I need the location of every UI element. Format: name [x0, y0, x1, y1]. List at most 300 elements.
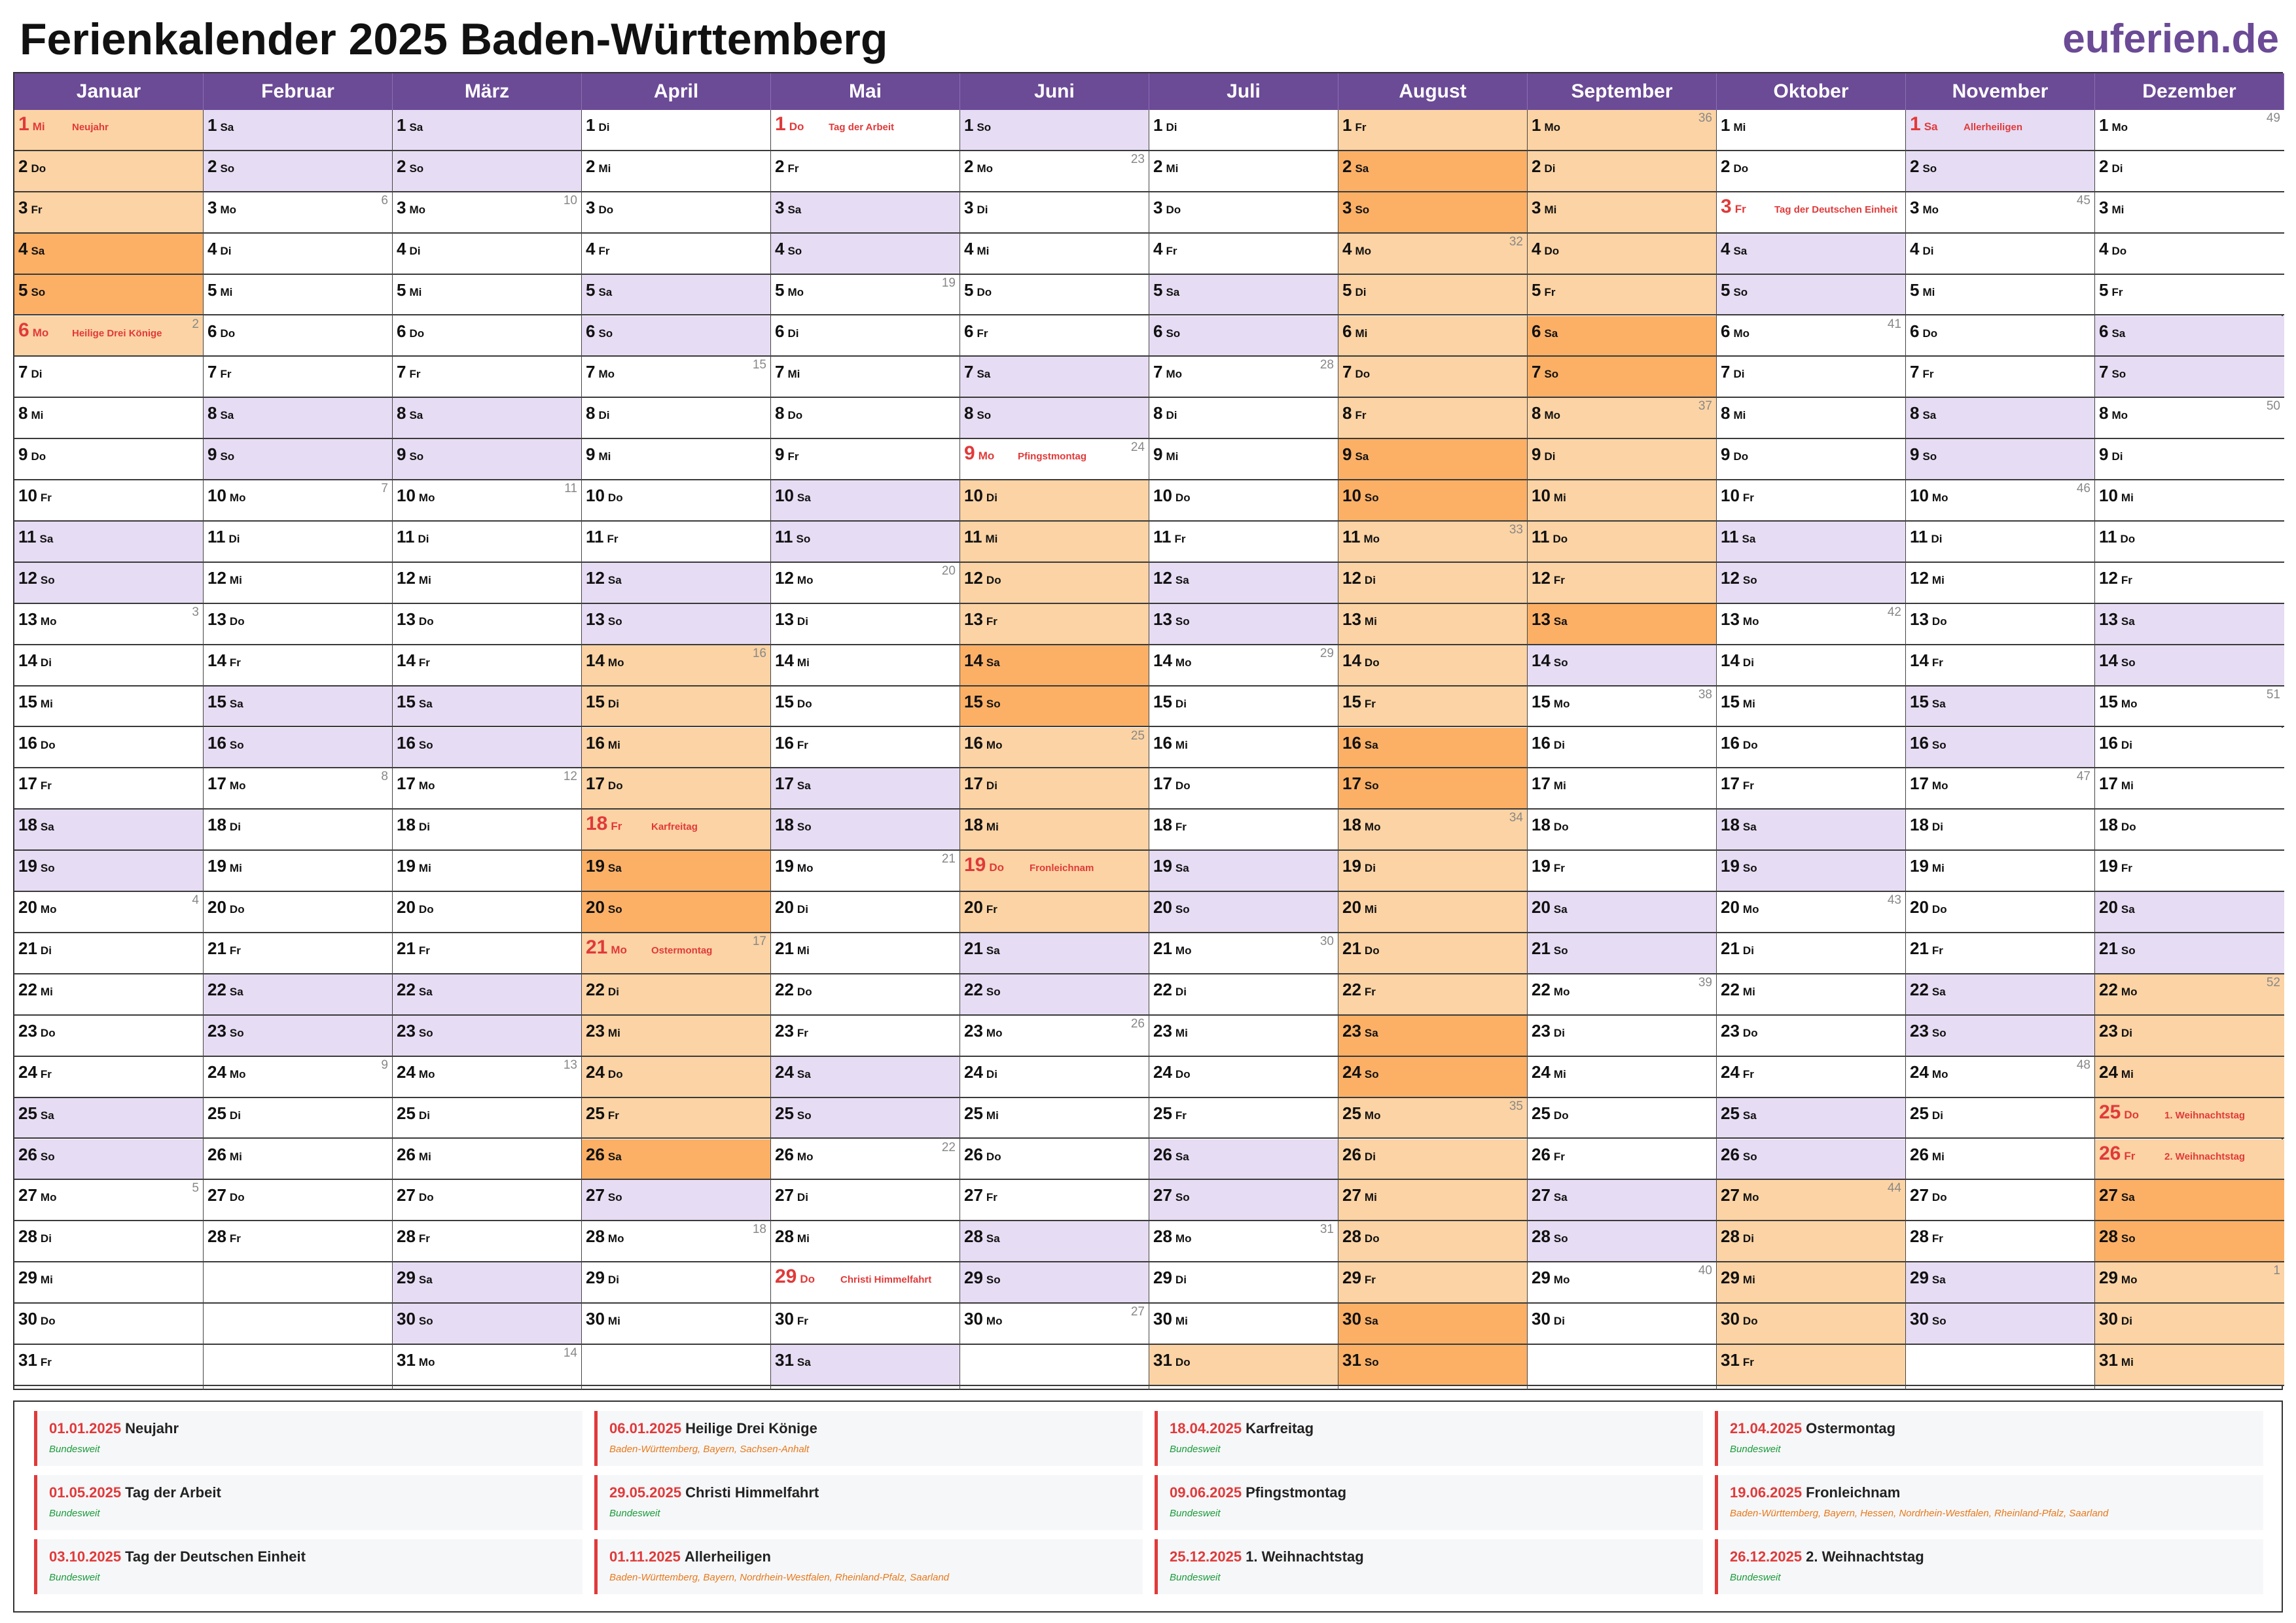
day-cell[interactable]: [960, 933, 1149, 974]
day-cell[interactable]: [960, 1098, 1149, 1139]
day-cell[interactable]: [960, 234, 1149, 275]
day-cell[interactable]: [204, 933, 392, 974]
day-cell[interactable]: [1528, 439, 1716, 480]
day-cell[interactable]: [582, 1016, 770, 1057]
day-cell[interactable]: [2095, 439, 2284, 480]
day-cell[interactable]: [204, 604, 392, 645]
day-cell[interactable]: [1528, 357, 1716, 398]
day-cell[interactable]: [14, 1180, 203, 1221]
day-cell[interactable]: [771, 1098, 960, 1139]
day-cell[interactable]: [582, 687, 770, 728]
day-cell[interactable]: [1906, 974, 2094, 1016]
day-cell[interactable]: [2095, 645, 2284, 687]
day-cell[interactable]: [14, 728, 203, 769]
day-cell[interactable]: [771, 1057, 960, 1098]
day-cell[interactable]: [1717, 1221, 1905, 1262]
day-cell[interactable]: [1338, 1304, 1527, 1345]
day-cell[interactable]: [14, 522, 203, 563]
day-cell[interactable]: [204, 1221, 392, 1262]
day-cell[interactable]: [393, 480, 581, 522]
day-cell[interactable]: [1149, 687, 1338, 728]
day-cell[interactable]: [1149, 1221, 1338, 1262]
day-cell[interactable]: [14, 563, 203, 604]
day-cell[interactable]: [1528, 316, 1716, 357]
day-cell[interactable]: [204, 1139, 392, 1181]
day-cell[interactable]: [1338, 480, 1527, 522]
day-cell[interactable]: [1528, 480, 1716, 522]
day-cell[interactable]: [2095, 275, 2284, 316]
day-cell[interactable]: [1338, 974, 1527, 1016]
day-cell[interactable]: [393, 1304, 581, 1345]
day-cell[interactable]: [582, 974, 770, 1016]
day-cell[interactable]: [14, 1098, 203, 1139]
day-cell[interactable]: [1338, 275, 1527, 316]
day-cell[interactable]: [2095, 1180, 2284, 1221]
day-cell[interactable]: [1528, 933, 1716, 974]
day-cell[interactable]: [14, 810, 203, 851]
day-cell[interactable]: [1717, 192, 1905, 234]
site-logo[interactable]: euferien.de: [2062, 16, 2279, 62]
day-cell[interactable]: [1528, 110, 1716, 151]
day-cell[interactable]: [1906, 851, 2094, 892]
day-cell[interactable]: [393, 810, 581, 851]
day-cell[interactable]: [14, 1262, 203, 1304]
day-cell[interactable]: [2095, 604, 2284, 645]
day-cell[interactable]: [1338, 851, 1527, 892]
day-cell[interactable]: [582, 563, 770, 604]
day-cell[interactable]: [582, 810, 770, 851]
day-cell[interactable]: [1906, 357, 2094, 398]
day-cell[interactable]: [1717, 933, 1905, 974]
day-cell[interactable]: [393, 151, 581, 192]
day-cell[interactable]: [582, 604, 770, 645]
day-cell[interactable]: [1906, 728, 2094, 769]
day-cell[interactable]: [2095, 192, 2284, 234]
day-cell[interactable]: [771, 192, 960, 234]
day-cell[interactable]: [1149, 522, 1338, 563]
day-cell[interactable]: [1149, 439, 1338, 480]
day-cell[interactable]: [1528, 687, 1716, 728]
day-cell[interactable]: [582, 645, 770, 687]
day-cell[interactable]: [1906, 1180, 2094, 1221]
day-cell[interactable]: [393, 357, 581, 398]
day-cell[interactable]: [204, 892, 392, 933]
day-cell[interactable]: [1338, 604, 1527, 645]
day-cell[interactable]: [1717, 851, 1905, 892]
day-cell[interactable]: [2095, 357, 2284, 398]
day-cell[interactable]: [14, 234, 203, 275]
day-cell[interactable]: [14, 110, 203, 151]
day-cell[interactable]: [1338, 151, 1527, 192]
day-cell[interactable]: [204, 522, 392, 563]
day-cell[interactable]: [960, 810, 1149, 851]
day-cell[interactable]: [1906, 151, 2094, 192]
day-cell[interactable]: [1528, 151, 1716, 192]
day-cell[interactable]: [1717, 1139, 1905, 1181]
day-cell[interactable]: [1717, 398, 1905, 439]
day-cell[interactable]: [960, 1304, 1149, 1345]
day-cell[interactable]: [960, 1016, 1149, 1057]
day-cell[interactable]: [1528, 604, 1716, 645]
day-cell[interactable]: [393, 1262, 581, 1304]
day-cell[interactable]: [1338, 1180, 1527, 1221]
day-cell[interactable]: [1149, 192, 1338, 234]
day-cell[interactable]: [2095, 480, 2284, 522]
day-cell[interactable]: [582, 851, 770, 892]
day-cell[interactable]: [1149, 1139, 1338, 1181]
day-cell[interactable]: [1528, 192, 1716, 234]
day-cell[interactable]: [771, 275, 960, 316]
day-cell[interactable]: [1717, 728, 1905, 769]
day-cell[interactable]: [14, 687, 203, 728]
day-cell[interactable]: [204, 192, 392, 234]
day-cell[interactable]: [771, 480, 960, 522]
day-cell[interactable]: [204, 1057, 392, 1098]
day-cell[interactable]: [960, 604, 1149, 645]
day-cell[interactable]: [771, 1345, 960, 1386]
day-cell[interactable]: [1338, 810, 1527, 851]
day-cell[interactable]: [1528, 1262, 1716, 1304]
day-cell[interactable]: [960, 563, 1149, 604]
day-cell[interactable]: [2095, 1057, 2284, 1098]
day-cell[interactable]: [960, 974, 1149, 1016]
day-cell[interactable]: [771, 810, 960, 851]
day-cell[interactable]: [1149, 810, 1338, 851]
day-cell[interactable]: [1717, 687, 1905, 728]
day-cell[interactable]: [393, 563, 581, 604]
day-cell[interactable]: [204, 151, 392, 192]
day-cell[interactable]: [204, 1016, 392, 1057]
day-cell[interactable]: [960, 768, 1149, 810]
day-cell[interactable]: [1906, 1098, 2094, 1139]
day-cell[interactable]: [771, 1180, 960, 1221]
day-cell[interactable]: [1717, 604, 1905, 645]
day-cell[interactable]: [1906, 687, 2094, 728]
day-cell[interactable]: [393, 604, 581, 645]
day-cell[interactable]: [393, 851, 581, 892]
day-cell[interactable]: [1149, 768, 1338, 810]
day-cell[interactable]: [960, 1262, 1149, 1304]
day-cell[interactable]: [582, 892, 770, 933]
day-cell[interactable]: [960, 192, 1149, 234]
day-cell[interactable]: [204, 110, 392, 151]
day-cell[interactable]: [14, 192, 203, 234]
day-cell[interactable]: [1338, 645, 1527, 687]
day-cell[interactable]: [393, 1139, 581, 1181]
day-cell[interactable]: [393, 110, 581, 151]
day-cell[interactable]: [1717, 892, 1905, 933]
day-cell[interactable]: [1338, 933, 1527, 974]
day-cell[interactable]: [1717, 1180, 1905, 1221]
day-cell[interactable]: [960, 1139, 1149, 1181]
day-cell[interactable]: [582, 768, 770, 810]
day-cell[interactable]: [1528, 974, 1716, 1016]
day-cell[interactable]: [14, 768, 203, 810]
day-cell[interactable]: [771, 563, 960, 604]
day-cell[interactable]: [1149, 728, 1338, 769]
day-cell[interactable]: [14, 933, 203, 974]
day-cell[interactable]: [1906, 1304, 2094, 1345]
day-cell[interactable]: [1338, 234, 1527, 275]
day-cell[interactable]: [1717, 234, 1905, 275]
day-cell[interactable]: [1528, 563, 1716, 604]
day-cell[interactable]: [1338, 110, 1527, 151]
day-cell[interactable]: [204, 851, 392, 892]
day-cell[interactable]: [582, 480, 770, 522]
day-cell[interactable]: [393, 522, 581, 563]
day-cell[interactable]: [1338, 1016, 1527, 1057]
day-cell[interactable]: [1906, 1139, 2094, 1181]
day-cell[interactable]: [1717, 151, 1905, 192]
day-cell[interactable]: [1149, 563, 1338, 604]
day-cell[interactable]: [582, 1180, 770, 1221]
day-cell[interactable]: [393, 768, 581, 810]
day-cell[interactable]: [393, 1180, 581, 1221]
day-cell[interactable]: [771, 110, 960, 151]
day-cell[interactable]: [1149, 480, 1338, 522]
day-cell[interactable]: [393, 192, 581, 234]
day-cell[interactable]: [960, 316, 1149, 357]
day-cell[interactable]: [1906, 604, 2094, 645]
day-cell[interactable]: [960, 1057, 1149, 1098]
day-cell[interactable]: [1906, 563, 2094, 604]
day-cell[interactable]: [1717, 1262, 1905, 1304]
day-cell[interactable]: [1906, 275, 2094, 316]
day-cell[interactable]: [393, 645, 581, 687]
day-cell[interactable]: [1717, 357, 1905, 398]
day-cell[interactable]: [1338, 439, 1527, 480]
day-cell[interactable]: [204, 687, 392, 728]
day-cell[interactable]: [393, 234, 581, 275]
day-cell[interactable]: [1906, 522, 2094, 563]
day-cell[interactable]: [582, 234, 770, 275]
day-cell[interactable]: [393, 1221, 581, 1262]
day-cell[interactable]: [771, 974, 960, 1016]
day-cell[interactable]: [582, 728, 770, 769]
day-cell[interactable]: [1149, 1057, 1338, 1098]
day-cell[interactable]: [1906, 1057, 2094, 1098]
day-cell[interactable]: [960, 645, 1149, 687]
day-cell[interactable]: [204, 439, 392, 480]
day-cell[interactable]: [771, 1262, 960, 1304]
day-cell[interactable]: [582, 1304, 770, 1345]
day-cell[interactable]: [1149, 933, 1338, 974]
day-cell[interactable]: [1906, 768, 2094, 810]
day-cell[interactable]: [2095, 1016, 2284, 1057]
day-cell[interactable]: [960, 892, 1149, 933]
day-cell[interactable]: [960, 110, 1149, 151]
day-cell[interactable]: [393, 1345, 581, 1386]
day-cell[interactable]: [393, 933, 581, 974]
day-cell[interactable]: [960, 151, 1149, 192]
day-cell[interactable]: [393, 275, 581, 316]
day-cell[interactable]: [960, 522, 1149, 563]
day-cell[interactable]: [204, 1098, 392, 1139]
day-cell[interactable]: [1528, 398, 1716, 439]
day-cell[interactable]: [1338, 687, 1527, 728]
day-cell[interactable]: [1717, 522, 1905, 563]
day-cell[interactable]: [1717, 974, 1905, 1016]
day-cell[interactable]: [1906, 234, 2094, 275]
day-cell[interactable]: [14, 645, 203, 687]
day-cell[interactable]: [14, 398, 203, 439]
day-cell[interactable]: [14, 851, 203, 892]
day-cell[interactable]: [1906, 810, 2094, 851]
day-cell[interactable]: [1149, 110, 1338, 151]
day-cell[interactable]: [1338, 1262, 1527, 1304]
day-cell[interactable]: [1149, 1016, 1338, 1057]
day-cell[interactable]: [582, 192, 770, 234]
day-cell[interactable]: [1528, 851, 1716, 892]
day-cell[interactable]: [1906, 192, 2094, 234]
day-cell[interactable]: [1906, 1221, 2094, 1262]
day-cell[interactable]: [960, 398, 1149, 439]
day-cell[interactable]: [1338, 1057, 1527, 1098]
day-cell[interactable]: [2095, 1262, 2284, 1304]
day-cell[interactable]: [1906, 316, 2094, 357]
day-cell[interactable]: [2095, 1345, 2284, 1386]
day-cell[interactable]: [1717, 810, 1905, 851]
day-cell[interactable]: [14, 1304, 203, 1345]
day-cell[interactable]: [1149, 398, 1338, 439]
day-cell[interactable]: [204, 810, 392, 851]
day-cell[interactable]: [1528, 645, 1716, 687]
day-cell[interactable]: [771, 398, 960, 439]
day-cell[interactable]: [1528, 1057, 1716, 1098]
day-cell[interactable]: [393, 439, 581, 480]
day-cell[interactable]: [771, 1304, 960, 1345]
day-cell[interactable]: [582, 275, 770, 316]
day-cell[interactable]: [2095, 151, 2284, 192]
day-cell[interactable]: [2095, 933, 2284, 974]
day-cell[interactable]: [1338, 1221, 1527, 1262]
day-cell[interactable]: [393, 316, 581, 357]
day-cell[interactable]: [1149, 151, 1338, 192]
day-cell[interactable]: [393, 1057, 581, 1098]
day-cell[interactable]: [1149, 851, 1338, 892]
day-cell[interactable]: [2095, 522, 2284, 563]
day-cell[interactable]: [1717, 316, 1905, 357]
day-cell[interactable]: [582, 439, 770, 480]
day-cell[interactable]: [204, 728, 392, 769]
day-cell[interactable]: [1717, 768, 1905, 810]
day-cell[interactable]: [960, 728, 1149, 769]
day-cell[interactable]: [771, 933, 960, 974]
day-cell[interactable]: [2095, 316, 2284, 357]
day-cell[interactable]: [1906, 398, 2094, 439]
day-cell[interactable]: [771, 316, 960, 357]
day-cell[interactable]: [1717, 1016, 1905, 1057]
day-cell[interactable]: [771, 728, 960, 769]
day-cell[interactable]: [1149, 1098, 1338, 1139]
day-cell[interactable]: [960, 480, 1149, 522]
day-cell[interactable]: [1528, 768, 1716, 810]
day-cell[interactable]: [771, 151, 960, 192]
day-cell[interactable]: [1717, 645, 1905, 687]
day-cell[interactable]: [1528, 1304, 1716, 1345]
day-cell[interactable]: [14, 1345, 203, 1386]
day-cell[interactable]: [2095, 1098, 2284, 1139]
day-cell[interactable]: [393, 1016, 581, 1057]
day-cell[interactable]: [960, 687, 1149, 728]
day-cell[interactable]: [771, 357, 960, 398]
day-cell[interactable]: [204, 563, 392, 604]
day-cell[interactable]: [1906, 645, 2094, 687]
day-cell[interactable]: [1338, 522, 1527, 563]
day-cell[interactable]: [14, 439, 203, 480]
day-cell[interactable]: [1338, 398, 1527, 439]
day-cell[interactable]: [393, 728, 581, 769]
day-cell[interactable]: [1528, 1221, 1716, 1262]
day-cell[interactable]: [1149, 316, 1338, 357]
day-cell[interactable]: [1149, 1180, 1338, 1221]
day-cell[interactable]: [1717, 439, 1905, 480]
day-cell[interactable]: [771, 234, 960, 275]
day-cell[interactable]: [2095, 851, 2284, 892]
day-cell[interactable]: [582, 1262, 770, 1304]
day-cell[interactable]: [14, 892, 203, 933]
day-cell[interactable]: [2095, 810, 2284, 851]
day-cell[interactable]: [1528, 1139, 1716, 1181]
day-cell[interactable]: [1528, 1098, 1716, 1139]
day-cell[interactable]: [1906, 480, 2094, 522]
day-cell[interactable]: [582, 1098, 770, 1139]
day-cell[interactable]: [771, 892, 960, 933]
day-cell[interactable]: [1906, 892, 2094, 933]
day-cell[interactable]: [960, 1180, 1149, 1221]
day-cell[interactable]: [14, 1057, 203, 1098]
day-cell[interactable]: [204, 398, 392, 439]
day-cell[interactable]: [1906, 1016, 2094, 1057]
day-cell[interactable]: [2095, 892, 2284, 933]
day-cell[interactable]: [771, 604, 960, 645]
day-cell[interactable]: [14, 1221, 203, 1262]
day-cell[interactable]: [771, 1221, 960, 1262]
day-cell[interactable]: [393, 1098, 581, 1139]
day-cell[interactable]: [771, 645, 960, 687]
day-cell[interactable]: [1149, 645, 1338, 687]
day-cell[interactable]: [1338, 1098, 1527, 1139]
day-cell[interactable]: [1717, 1098, 1905, 1139]
day-cell[interactable]: [771, 1016, 960, 1057]
day-cell[interactable]: [582, 110, 770, 151]
day-cell[interactable]: [960, 275, 1149, 316]
day-cell[interactable]: [1906, 439, 2094, 480]
day-cell[interactable]: [204, 1180, 392, 1221]
day-cell[interactable]: [960, 357, 1149, 398]
day-cell[interactable]: [1717, 563, 1905, 604]
day-cell[interactable]: [1717, 110, 1905, 151]
day-cell[interactable]: [2095, 398, 2284, 439]
day-cell[interactable]: [1906, 110, 2094, 151]
day-cell[interactable]: [1528, 275, 1716, 316]
day-cell[interactable]: [14, 480, 203, 522]
day-cell[interactable]: [1528, 1016, 1716, 1057]
day-cell[interactable]: [1906, 1262, 2094, 1304]
day-cell[interactable]: [393, 892, 581, 933]
day-cell[interactable]: [582, 522, 770, 563]
day-cell[interactable]: [1149, 234, 1338, 275]
day-cell[interactable]: [582, 316, 770, 357]
day-cell[interactable]: [14, 1139, 203, 1181]
day-cell[interactable]: [1338, 563, 1527, 604]
day-cell[interactable]: [1528, 728, 1716, 769]
day-cell[interactable]: [1149, 892, 1338, 933]
day-cell[interactable]: [1149, 1262, 1338, 1304]
day-cell[interactable]: [1717, 1345, 1905, 1386]
day-cell[interactable]: [1717, 1304, 1905, 1345]
day-cell[interactable]: [2095, 1221, 2284, 1262]
